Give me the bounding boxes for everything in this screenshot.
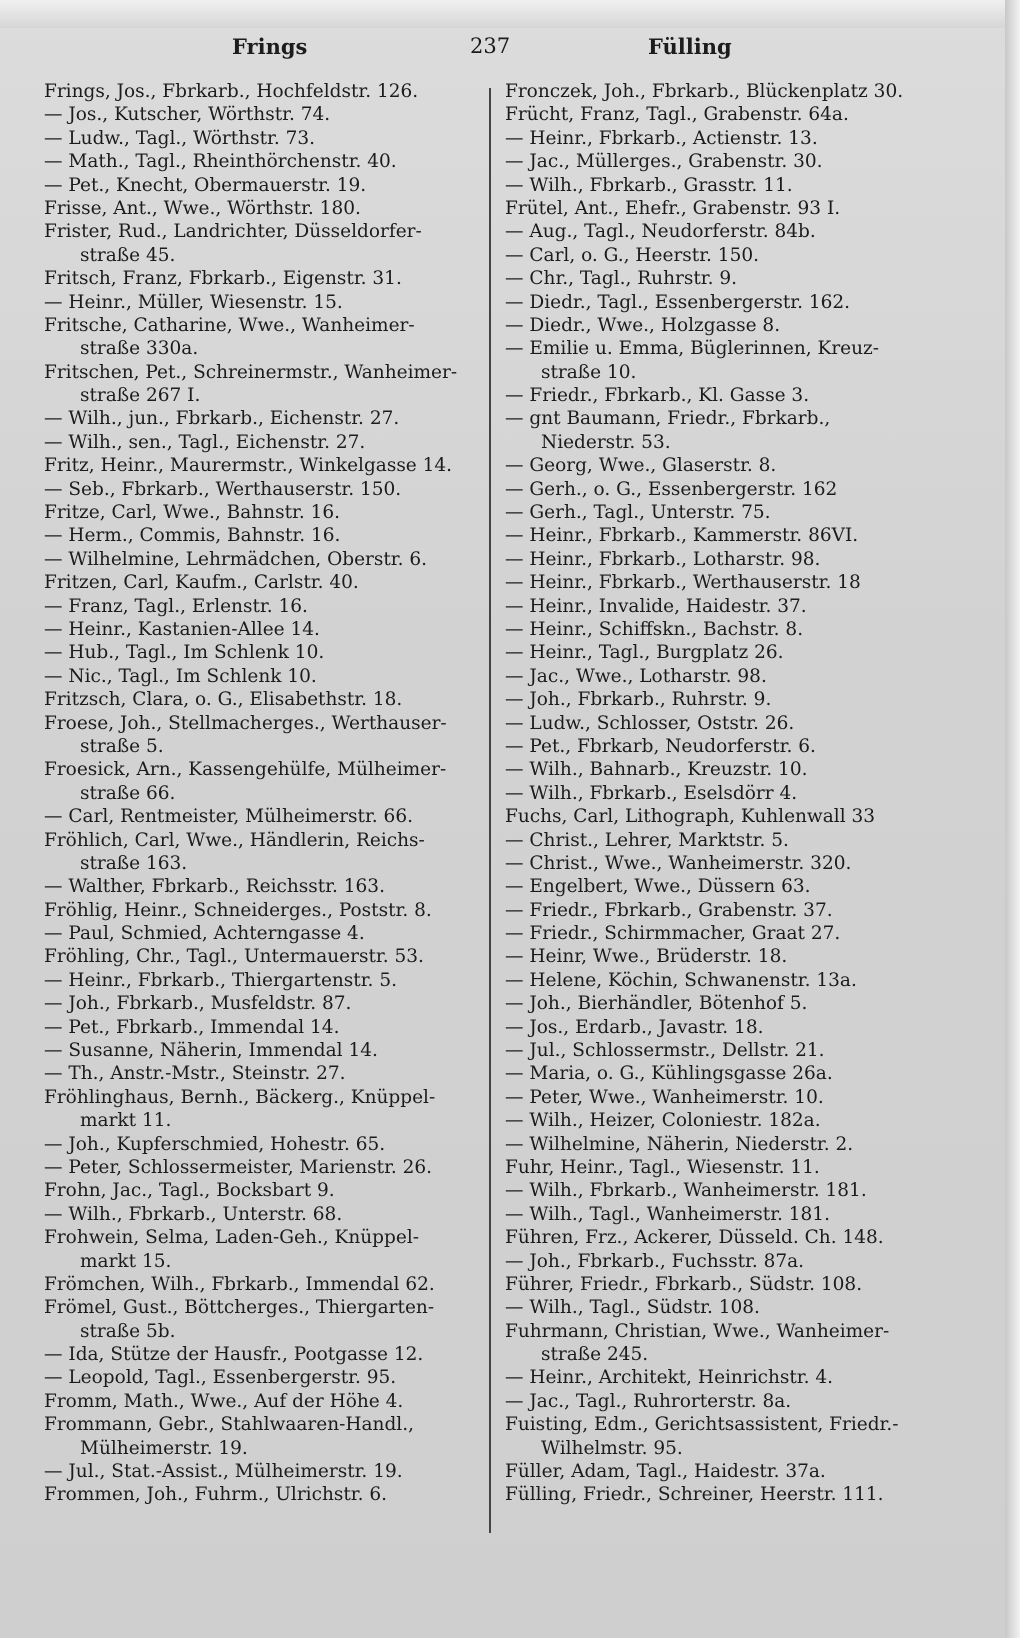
directory-entry: — Heinr., Fbrkarb., Thiergartenstr. 5. [44, 969, 397, 991]
column-divider [489, 88, 491, 1533]
directory-entry: Frommann, Gebr., Stahlwaaren-Handl., [44, 1414, 414, 1436]
directory-entry: Frücht, Franz, Tagl., Grabenstr. 64a. [505, 104, 849, 126]
directory-entry: Fröhling, Chr., Tagl., Untermauerstr. 53. [44, 946, 424, 968]
directory-entry-continuation: Wilhelmstr. 95. [541, 1437, 683, 1459]
directory-entry: Froese, Joh., Stellmacherges., Werthauser- [44, 712, 447, 734]
directory-entry: — Gerh., Tagl., Unterstr. 75. [505, 502, 771, 524]
directory-entry: — Joh., Fbrkarb., Musfeldstr. 87. [44, 993, 352, 1015]
directory-entry: Fritzsch, Clara, o. G., Elisabethstr. 18. [44, 689, 403, 711]
directory-entry: — Diedr., Wwe., Holzgasse 8. [505, 314, 781, 336]
directory-entry: Fronczek, Joh., Fbrkarb., Blückenplatz 30. [505, 81, 904, 102]
directory-entry: Fritz, Heinr., Maurermstr., Winkelgasse 14. [44, 455, 453, 477]
directory-entry: — Aug., Tagl., Neudorferstr. 84b. [505, 221, 816, 243]
directory-entry: — Heinr., Fbrkarb., Kammerstr. 86VI. [505, 525, 859, 547]
directory-entry-continuation: straße 163. [80, 852, 188, 874]
directory-entry: — Heinr., Fbrkarb., Werthauserstr. 18 [505, 572, 861, 594]
directory-entry: — Jac., Müllerges., Grabenstr. 30. [505, 151, 823, 173]
directory-entry: — Jos., Erdarb., Javastr. 18. [505, 1016, 764, 1038]
directory-entry: — Heinr., Fbrkarb., Actienstr. 13. [505, 127, 818, 149]
directory-entry: — Chr., Tagl., Ruhrstr. 9. [505, 268, 737, 290]
directory-entry: — Wilh., Bahnarb., Kreuzstr. 10. [505, 759, 808, 781]
directory-entry: Fritsch, Franz, Fbrkarb., Eigenstr. 31. [44, 268, 402, 290]
directory-entry: — Jul., Stat.-Assist., Mülheimerstr. 19. [44, 1461, 403, 1483]
directory-entry: Führen, Frz., Ackerer, Düsseld. Ch. 148. [505, 1227, 884, 1249]
directory-entry: Fritschen, Pet., Schreinermstr., Wanheimer- [44, 361, 458, 383]
running-head-right: Fülling [648, 34, 732, 59]
directory-entry-continuation: straße 5. [80, 735, 164, 757]
directory-entry: — Peter, Wwe., Wanheimerstr. 10. [505, 1086, 824, 1108]
directory-entry: — Maria, o. G., Kühlingsgasse 26a. [505, 1063, 833, 1085]
scan-top-edge [0, 0, 1020, 28]
directory-entry: Frohn, Jac., Tagl., Bocksbart 9. [44, 1180, 335, 1202]
directory-entry: — Engelbert, Wwe., Düssern 63. [505, 876, 811, 898]
directory-entry: — Math., Tagl., Rheinthörchenstr. 40. [44, 151, 397, 173]
directory-entry: — Joh., Fbrkarb., Fuchsstr. 87a. [505, 1250, 805, 1272]
directory-entry: — Georg, Wwe., Glaserstr. 8. [505, 455, 777, 477]
directory-entry: — Pet., Fbrkarb, Neudorferstr. 6. [505, 735, 816, 757]
directory-entry-continuation: markt 15. [80, 1250, 172, 1272]
left-column [44, 80, 484, 1507]
directory-entry: Frister, Rud., Landrichter, Düsseldorfer- [44, 221, 422, 243]
directory-entry: — Jac., Tagl., Ruhrorterstr. 8a. [505, 1390, 792, 1412]
directory-entry: Fritzen, Carl, Kaufm., Carlstr. 40. [44, 572, 359, 594]
directory-entry: Fülling, Friedr., Schreiner, Heerstr. 111. [505, 1484, 884, 1506]
directory-entry: — Friedr., Schirmmacher, Graat 27. [505, 923, 841, 945]
page-number: 237 [470, 34, 511, 58]
directory-entry-continuation: straße 5b. [80, 1320, 176, 1342]
directory-entry: — Herm., Commis, Bahnstr. 16. [44, 525, 341, 547]
directory-entry: Fröhlig, Heinr., Schneiderges., Poststr. 8. [44, 899, 432, 921]
directory-entry: — Wilh., Heizer, Coloniestr. 182a. [505, 1110, 821, 1132]
page-header [0, 34, 1005, 64]
scan-right-edge [1005, 0, 1020, 1638]
directory-entry: — Wilh., Fbrkarb., Unterstr. 68. [44, 1203, 343, 1225]
directory-entry: Füller, Adam, Tagl., Haidestr. 37a. [505, 1461, 826, 1483]
directory-entry: — Wilh., jun., Fbrkarb., Eichenstr. 27. [44, 408, 400, 430]
directory-entry: Fritze, Carl, Wwe., Bahnstr. 16. [44, 502, 341, 524]
directory-entry: Führer, Friedr., Fbrkarb., Südstr. 108. [505, 1273, 863, 1295]
directory-entry-continuation: Mülheimerstr. 19. [80, 1437, 248, 1459]
directory-entry: — Jos., Kutscher, Wörthstr. 74. [44, 104, 331, 126]
directory-entry: Fuisting, Edm., Gerichtsassistent, Friedr.- [505, 1414, 899, 1436]
directory-entry: — Jul., Schlossermstr., Dellstr. 21. [505, 1040, 825, 1062]
directory-entry: — Jac., Wwe., Lotharstr. 98. [505, 665, 767, 687]
directory-entry: — Wilh., Tagl., Südstr. 108. [505, 1297, 760, 1319]
directory-entry: — Ludw., Schlosser, Oststr. 26. [505, 712, 795, 734]
directory-entry: — Ida, Stütze der Hausfr., Pootgasse 12. [44, 1344, 424, 1366]
directory-entry: Froesick, Arn., Kassengehülfe, Mülheimer- [44, 759, 447, 781]
directory-entry-continuation: straße 245. [541, 1344, 649, 1366]
directory-entry: — Leopold, Tagl., Essenbergerstr. 95. [44, 1367, 397, 1389]
directory-entry: — Paul, Schmied, Achterngasse 4. [44, 923, 365, 945]
directory-entry: — Heinr., Müller, Wiesenstr. 15. [44, 291, 343, 313]
directory-entry: — Heinr., Kastanien-Allee 14. [44, 618, 320, 640]
directory-entry: — Heinr., Architekt, Heinrichstr. 4. [505, 1367, 834, 1389]
running-head-left: Frings [232, 34, 308, 59]
directory-entry: — Christ., Lehrer, Marktstr. 5. [505, 829, 789, 851]
directory-entry: — Joh., Kupferschmied, Hohestr. 65. [44, 1133, 386, 1155]
directory-entry: Frömel, Gust., Böttcherges., Thiergarten- [44, 1297, 435, 1319]
right-column [505, 80, 945, 1507]
directory-entry-continuation: markt 11. [80, 1110, 172, 1132]
directory-entry: — Wilh., Fbrkarb., Wanheimerstr. 181. [505, 1180, 867, 1202]
directory-entry: — Wilh., Tagl., Wanheimerstr. 181. [505, 1203, 830, 1225]
directory-entry: — Wilhelmine, Näherin, Niederstr. 2. [505, 1133, 854, 1155]
directory-entry: — Heinr., Tagl., Burgplatz 26. [505, 642, 784, 664]
directory-entry: — Heinr., Schiffskn., Bachstr. 8. [505, 618, 804, 640]
directory-entry: — Christ., Wwe., Wanheimerstr. 320. [505, 852, 852, 874]
directory-entry: — Heinr, Wwe., Brüderstr. 18. [505, 946, 788, 968]
directory-entry: — Emilie u. Emma, Büglerinnen, Kreuz- [505, 338, 880, 360]
directory-entry: Frohwein, Selma, Laden-Geh., Knüppel- [44, 1227, 419, 1249]
directory-entry: Fröhlinghaus, Bernh., Bäckerg., Knüppel- [44, 1086, 436, 1108]
directory-entry: Fuhrmann, Christian, Wwe., Wanheimer- [505, 1320, 890, 1342]
directory-entry: Fröhlich, Carl, Wwe., Händlerin, Reichs- [44, 829, 425, 851]
directory-entry: Fuchs, Carl, Lithograph, Kuhlenwall 33 [505, 806, 876, 828]
directory-entry-continuation: straße 45. [80, 244, 176, 266]
directory-entry: — Seb., Fbrkarb., Werthauserstr. 150. [44, 478, 402, 500]
directory-entry: — Joh., Bierhändler, Bötenhof 5. [505, 993, 808, 1015]
directory-entry: — gnt Baumann, Friedr., Fbrkarb., [505, 408, 831, 430]
directory-entry: — Gerh., o. G., Essenbergerstr. 162 [505, 478, 838, 500]
directory-entry: Fromm, Math., Wwe., Auf der Höhe 4. [44, 1390, 404, 1412]
directory-entry: Fritsche, Catharine, Wwe., Wanheimer- [44, 314, 415, 336]
directory-entry: — Franz, Tagl., Erlenstr. 16. [44, 595, 308, 617]
directory-entry: — Carl, o. G., Heerstr. 150. [505, 244, 759, 266]
directory-entry: — Walther, Fbrkarb., Reichsstr. 163. [44, 876, 385, 898]
directory-entry: — Wilh., Fbrkarb., Eselsdörr 4. [505, 782, 798, 804]
directory-entry-continuation: Niederstr. 53. [541, 431, 671, 453]
directory-entry: Frommen, Joh., Fuhrm., Ulrichstr. 6. [44, 1484, 388, 1506]
directory-entry: — Pet., Fbrkarb., Immendal 14. [44, 1016, 340, 1038]
directory-entry: — Nic., Tagl., Im Schlenk 10. [44, 665, 317, 687]
directory-entry: — Friedr., Fbrkarb., Kl. Gasse 3. [505, 385, 810, 407]
directory-entry: — Th., Anstr.-Mstr., Steinstr. 27. [44, 1063, 346, 1085]
directory-entry: — Susanne, Näherin, Immendal 14. [44, 1040, 378, 1062]
directory-entry: Fuhr, Heinr., Tagl., Wiesenstr. 11. [505, 1156, 820, 1178]
directory-entry: Frütel, Ant., Ehefr., Grabenstr. 93 I. [505, 197, 841, 219]
directory-entry: — Carl, Rentmeister, Mülheimerstr. 66. [44, 806, 413, 828]
directory-entry: — Wilh., Fbrkarb., Grasstr. 11. [505, 174, 793, 196]
directory-entry: — Wilh., sen., Tagl., Eichenstr. 27. [44, 431, 366, 453]
directory-entry: Frömchen, Wilh., Fbrkarb., Immendal 62. [44, 1273, 435, 1295]
directory-entry: Frings, Jos., Fbrkarb., Hochfeldstr. 126. [44, 81, 419, 102]
directory-entry: — Hub., Tagl., Im Schlenk 10. [44, 642, 325, 664]
directory-entry: — Helene, Köchin, Schwanenstr. 13a. [505, 969, 857, 991]
directory-entry: — Diedr., Tagl., Essenbergerstr. 162. [505, 291, 851, 313]
directory-entry: — Peter, Schlossermeister, Marienstr. 26. [44, 1156, 433, 1178]
directory-entry-continuation: straße 66. [80, 782, 176, 804]
directory-entry-continuation: straße 267 I. [80, 385, 201, 407]
directory-entry: — Joh., Fbrkarb., Ruhrstr. 9. [505, 689, 772, 711]
directory-entry: — Pet., Knecht, Obermauerstr. 19. [44, 174, 367, 196]
directory-entry: — Ludw., Tagl., Wörthstr. 73. [44, 127, 316, 149]
directory-entry: — Heinr., Invalide, Haidestr. 37. [505, 595, 807, 617]
directory-entry: — Friedr., Fbrkarb., Grabenstr. 37. [505, 899, 833, 921]
directory-entry-continuation: straße 10. [541, 361, 637, 383]
directory-entry: — Wilhelmine, Lehrmädchen, Oberstr. 6. [44, 548, 428, 570]
directory-entry-continuation: straße 330a. [80, 338, 199, 360]
directory-entry: Frisse, Ant., Wwe., Wörthstr. 180. [44, 197, 361, 219]
directory-entry: — Heinr., Fbrkarb., Lotharstr. 98. [505, 548, 821, 570]
